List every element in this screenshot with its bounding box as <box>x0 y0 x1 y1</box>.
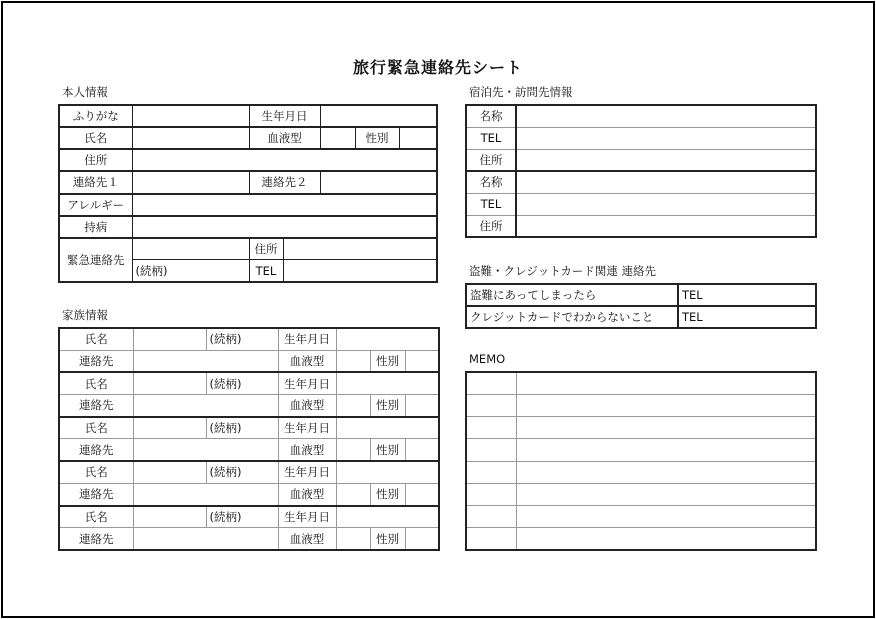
contact2-field[interactable] <box>320 171 437 193</box>
family3-birthdate-label: 生年月日 <box>278 417 336 439</box>
lodging1-tel-field[interactable] <box>516 127 816 149</box>
family2-name-field[interactable] <box>133 372 206 394</box>
name-field[interactable] <box>132 127 249 149</box>
contact2-label: 連絡先２ <box>249 171 320 193</box>
family1-gender-label: 性別 <box>370 350 405 372</box>
allergy-field[interactable] <box>132 194 437 216</box>
family4-birthdate-label: 生年月日 <box>278 461 336 483</box>
family5-gender-field[interactable] <box>405 528 439 550</box>
lodging1-address-label: 住所 <box>466 149 516 171</box>
memo-row-field[interactable] <box>516 439 816 461</box>
memo-table <box>465 371 817 551</box>
theft-section-label: 盗難・クレジットカード関連 連絡先 <box>469 264 657 278</box>
lodging2-name-label: 名称 <box>466 171 516 193</box>
theft-card-tel[interactable]: TEL <box>682 310 703 324</box>
lodging2-name-field[interactable] <box>516 171 816 193</box>
family2-blood-label: 血液型 <box>278 395 336 417</box>
family4-relation-label: (続柄) <box>206 461 278 483</box>
family5-name-label: 氏名 <box>59 506 133 528</box>
family1-relation-label: (続柄) <box>206 328 278 350</box>
family1-birthdate-field[interactable] <box>336 328 439 350</box>
lodging1-address-field[interactable] <box>516 149 816 171</box>
lodging2-tel-field[interactable] <box>516 193 816 215</box>
blood-type-field[interactable] <box>320 127 355 149</box>
address-label: 住所 <box>59 149 132 171</box>
family5-contact-label: 連絡先 <box>59 528 133 550</box>
memo-row-label <box>466 372 516 394</box>
family4-gender-label: 性別 <box>370 483 405 505</box>
memo-section-label: MEMO <box>469 352 506 366</box>
lodging1-name-field[interactable] <box>516 105 816 127</box>
memo-row-field[interactable] <box>516 461 816 483</box>
family1-name-label: 氏名 <box>59 328 133 350</box>
family2-gender-field[interactable] <box>405 395 439 417</box>
memo-row-label <box>466 483 516 505</box>
memo-row-label <box>466 461 516 483</box>
family3-contact-label: 連絡先 <box>59 439 133 461</box>
memo-row-label <box>466 439 516 461</box>
lodging2-tel-label: TEL <box>466 193 516 215</box>
memo-row-label <box>466 417 516 439</box>
emergency-contact-label: 緊急連絡先 <box>59 238 132 282</box>
illness-field[interactable] <box>132 216 437 238</box>
family5-contact-field[interactable] <box>133 528 278 550</box>
lodging1-name-label: 名称 <box>466 105 516 127</box>
family5-blood-field[interactable] <box>336 528 370 550</box>
family3-contact-field[interactable] <box>133 439 278 461</box>
gender-field[interactable] <box>399 127 437 149</box>
self-section-label: 本人情報 <box>62 85 108 99</box>
family5-relation-label: (続柄) <box>206 506 278 528</box>
family4-gender-field[interactable] <box>405 483 439 505</box>
emergency-address-field[interactable] <box>283 238 437 260</box>
family5-birthdate-field[interactable] <box>336 506 439 528</box>
family2-blood-field[interactable] <box>336 395 370 417</box>
family3-name-field[interactable] <box>133 417 206 439</box>
family3-relation-label: (続柄) <box>206 417 278 439</box>
lodging-info-table <box>465 104 817 238</box>
birthdate-label: 生年月日 <box>249 105 320 127</box>
contact1-field[interactable] <box>132 171 249 193</box>
family-section-label: 家族情報 <box>62 308 108 322</box>
family4-name-label: 氏名 <box>59 461 133 483</box>
family1-gender-field[interactable] <box>405 350 439 372</box>
family4-blood-label: 血液型 <box>278 483 336 505</box>
contact1-label: 連絡先１ <box>59 171 132 193</box>
blood-type-label: 血液型 <box>249 127 320 149</box>
theft-contact-table <box>465 283 817 329</box>
emergency-name-field[interactable] <box>132 238 249 260</box>
page-title: 旅行緊急連絡先シート <box>352 58 523 77</box>
family3-blood-label: 血液型 <box>278 439 336 461</box>
family2-birthdate-label: 生年月日 <box>278 372 336 394</box>
allergy-label: アレルギー <box>59 194 132 216</box>
family4-blood-field[interactable] <box>336 483 370 505</box>
theft-card-label: クレジットカードでわからないこと <box>466 306 678 328</box>
family1-contact-label: 連絡先 <box>59 350 133 372</box>
lodging-section-label: 宿泊先・訪問先情報 <box>469 85 573 99</box>
family4-contact-label: 連絡先 <box>59 483 133 505</box>
emergency-relation-label: (続柄) <box>132 260 249 282</box>
family1-name-field[interactable] <box>133 328 206 350</box>
family2-gender-label: 性別 <box>370 395 405 417</box>
self-info-table <box>58 104 438 283</box>
family2-contact-field[interactable] <box>133 395 278 417</box>
family4-birthdate-field[interactable] <box>336 461 439 483</box>
memo-row-field[interactable] <box>516 372 816 394</box>
theft-stolen-label: 盗難にあってしまったら <box>466 284 678 306</box>
furigana-field[interactable] <box>132 105 249 127</box>
emergency-tel-label: TEL <box>249 260 283 282</box>
lodging1-tel-label: TEL <box>466 127 516 149</box>
family5-birthdate-label: 生年月日 <box>278 506 336 528</box>
emergency-tel-field[interactable] <box>283 260 437 282</box>
family3-blood-field[interactable] <box>336 439 370 461</box>
family1-blood-field[interactable] <box>336 350 370 372</box>
memo-row-label <box>466 506 516 528</box>
furigana-label: ふりがな <box>59 105 132 127</box>
family5-name-field[interactable] <box>133 506 206 528</box>
family2-birthdate-field[interactable] <box>336 372 439 394</box>
family2-name-label: 氏名 <box>59 372 133 394</box>
family3-birthdate-field[interactable] <box>336 417 439 439</box>
family4-name-field[interactable] <box>133 461 206 483</box>
family3-gender-label: 性別 <box>370 439 405 461</box>
family2-contact-label: 連絡先 <box>59 395 133 417</box>
memo-row-field[interactable] <box>516 528 816 550</box>
name-label: 氏名 <box>59 127 132 149</box>
family1-blood-label: 血液型 <box>278 350 336 372</box>
memo-row-label <box>466 528 516 550</box>
memo-row-field[interactable] <box>516 394 816 416</box>
family-info-table <box>58 327 440 551</box>
memo-row-field[interactable] <box>516 506 816 528</box>
lodging2-address-label: 住所 <box>466 215 516 237</box>
memo-row-field[interactable] <box>516 483 816 505</box>
family5-blood-label: 血液型 <box>278 528 336 550</box>
family1-birthdate-label: 生年月日 <box>278 328 336 350</box>
family4-contact-field[interactable] <box>133 483 278 505</box>
birthdate-field[interactable] <box>320 105 437 127</box>
family3-name-label: 氏名 <box>59 417 133 439</box>
lodging2-address-field[interactable] <box>516 215 816 237</box>
family2-relation-label: (続柄) <box>206 372 278 394</box>
family1-contact-field[interactable] <box>133 350 278 372</box>
family3-gender-field[interactable] <box>405 439 439 461</box>
gender-label: 性別 <box>355 127 399 149</box>
illness-label: 持病 <box>59 216 132 238</box>
memo-row-field[interactable] <box>516 417 816 439</box>
theft-stolen-tel[interactable]: TEL <box>682 288 703 302</box>
emergency-address-label: 住所 <box>249 238 283 260</box>
address-field[interactable] <box>132 149 437 171</box>
memo-row-label <box>466 394 516 416</box>
family5-gender-label: 性別 <box>370 528 405 550</box>
